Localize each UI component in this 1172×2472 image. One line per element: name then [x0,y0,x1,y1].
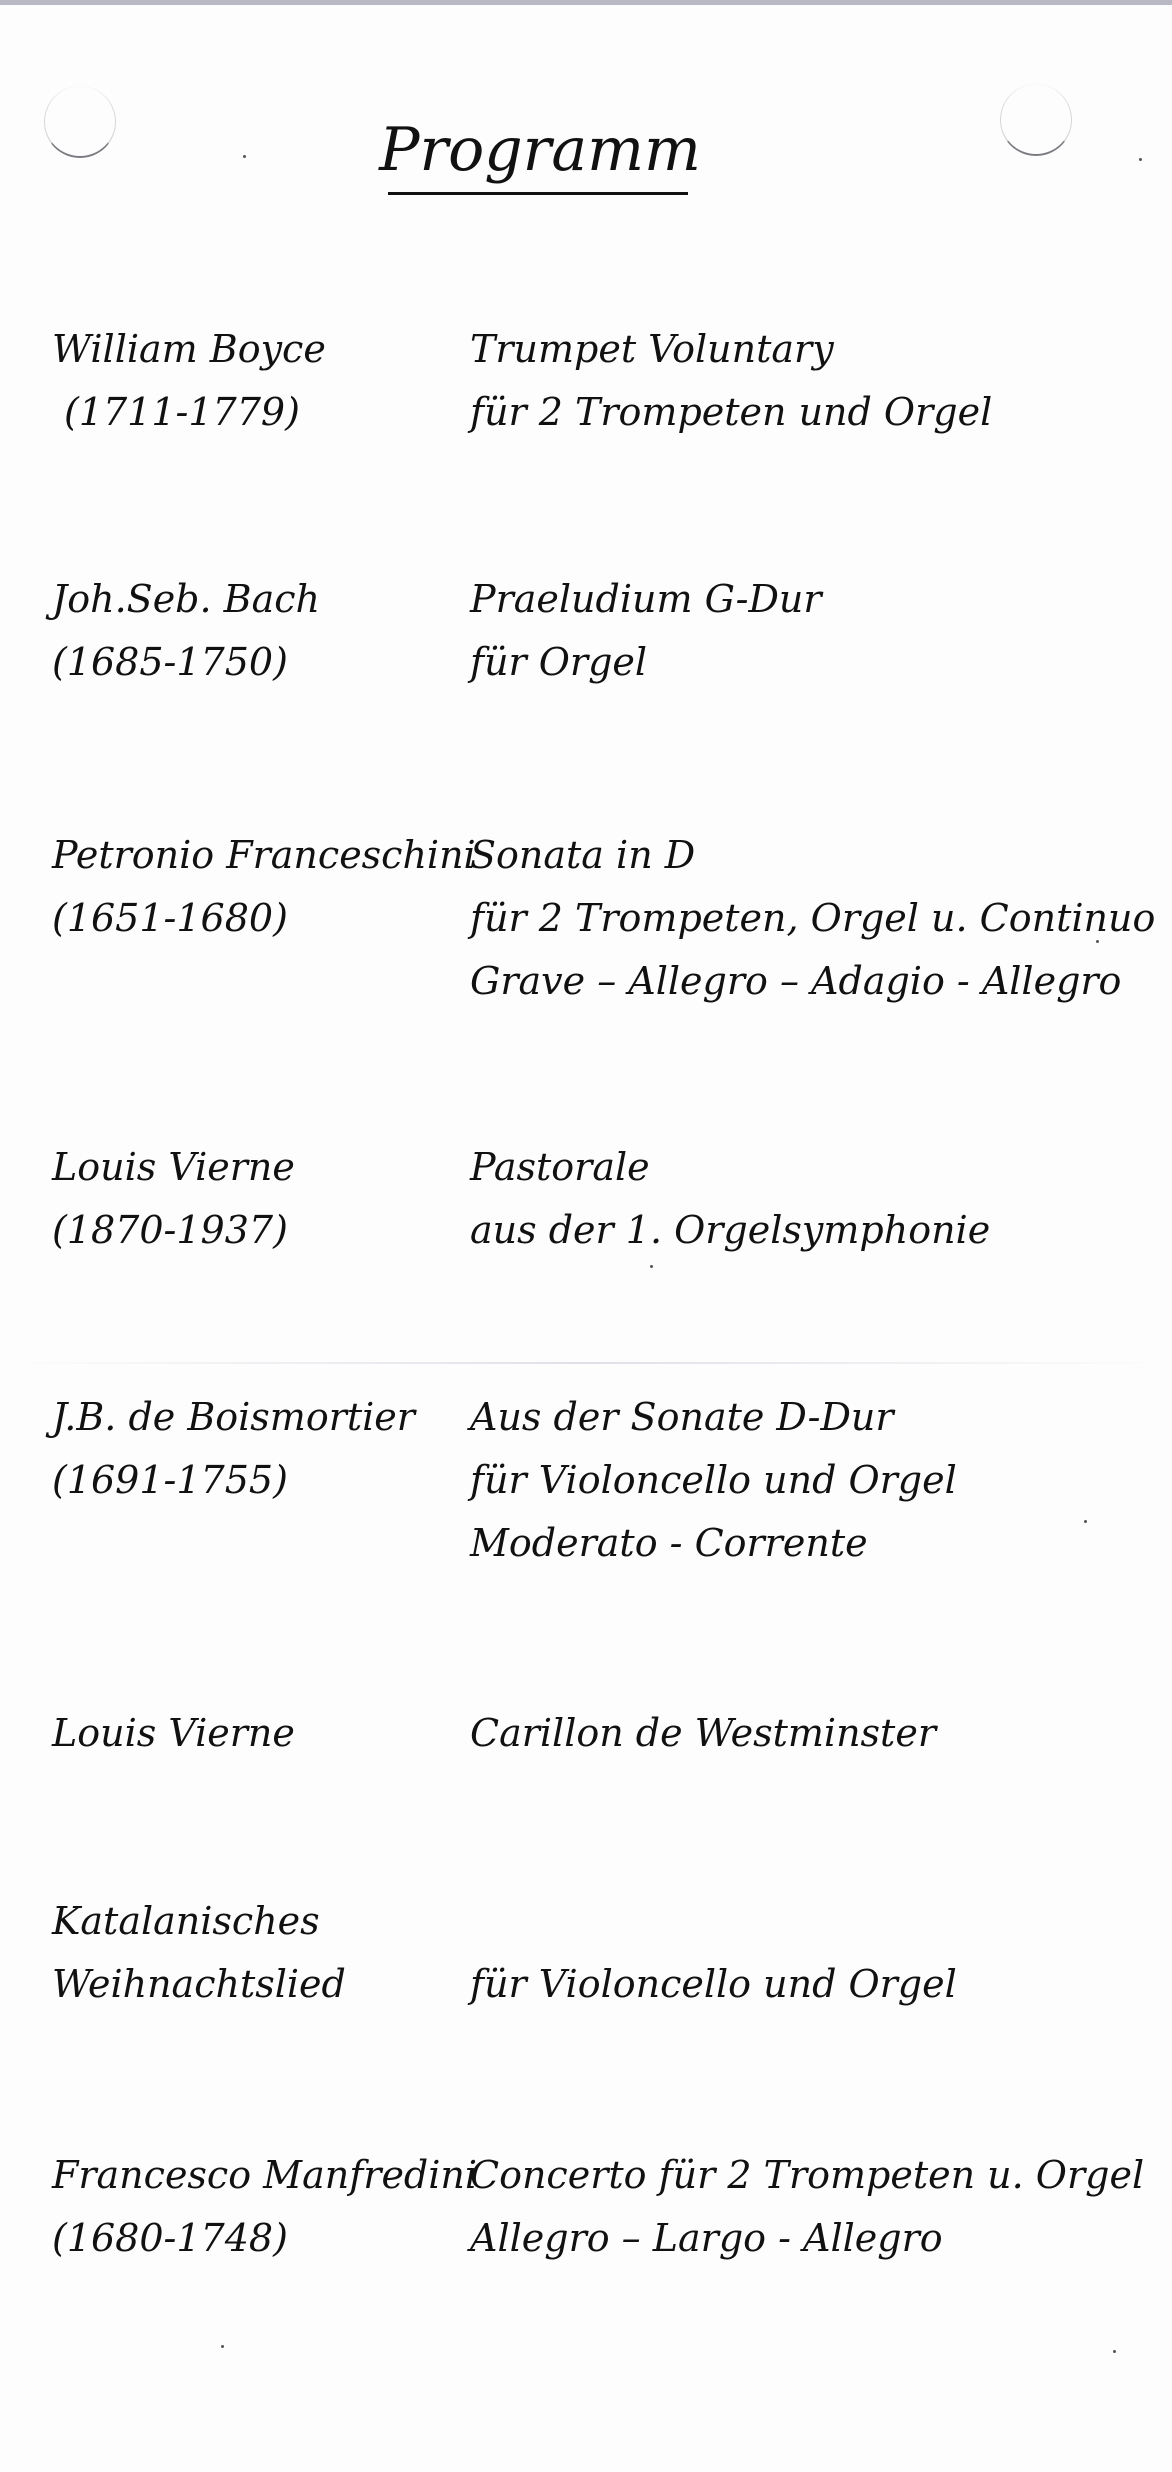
work-instrumentation: für Violoncello und Orgel [470,1962,957,2006]
paper-speck [1096,940,1099,943]
page-title: Programm [379,115,701,185]
work-instrumentation: für 2 Trompeten, Orgel u. Continuo [470,896,1156,940]
composer-name-continued: Weihnachtslied [52,1962,346,2006]
work-movements: Grave – Allegro – Adagio - Allegro [470,959,1122,1003]
composer-name: William Boyce [52,327,326,371]
composer-dates: (1685-1750) [52,640,288,684]
punch-hole-left [44,86,116,158]
punch-hole-right [1000,84,1072,156]
composer-dates: (1651-1680) [52,896,288,940]
work-title: Pastorale [470,1145,650,1189]
composer-dates: (1870-1937) [52,1208,288,1252]
work-instrumentation: aus der 1. Orgelsymphonie [470,1208,991,1252]
work-instrumentation: für Orgel [470,640,648,684]
work-title: Sonata in D [470,833,696,877]
paper-speck [221,2345,224,2348]
paper-speck [1084,1520,1087,1523]
work-title: Concerto für 2 Trompeten u. Orgel [470,2153,1145,2197]
composer-dates: (1711-1779) [64,390,300,434]
work-title: Aus der Sonate D-Dur [470,1395,894,1439]
work-title: Carillon de Westminster [470,1711,936,1755]
paper-top-edge [0,0,1172,5]
paper-speck [1113,2350,1116,2353]
composer-dates: (1691-1755) [52,1458,288,1502]
paper-speck [650,1265,653,1268]
work-title: Praeludium G-Dur [470,577,822,621]
title-underline [388,192,688,195]
composer-name: Katalanisches [52,1899,320,1943]
composer-name: Louis Vierne [52,1145,295,1189]
work-title: Trumpet Voluntary [470,327,834,371]
paper-speck [1139,158,1142,161]
paper-speck [243,155,246,158]
work-instrumentation: für Violoncello und Orgel [470,1458,957,1502]
composer-name: Joh.Seb. Bach [52,577,321,621]
composer-dates: (1680-1748) [52,2216,288,2260]
composer-name: Francesco Manfredini [52,2153,478,2197]
work-movements: Moderato - Corrente [470,1521,868,1565]
paper-fold-line [0,1362,1172,1364]
work-movements: Allegro – Largo - Allegro [470,2216,943,2260]
composer-name: J.B. de Boismortier [52,1395,415,1439]
composer-name: Petronio Franceschini [52,833,476,877]
composer-name: Louis Vierne [52,1711,295,1755]
work-instrumentation: für 2 Trompeten und Orgel [470,390,993,434]
